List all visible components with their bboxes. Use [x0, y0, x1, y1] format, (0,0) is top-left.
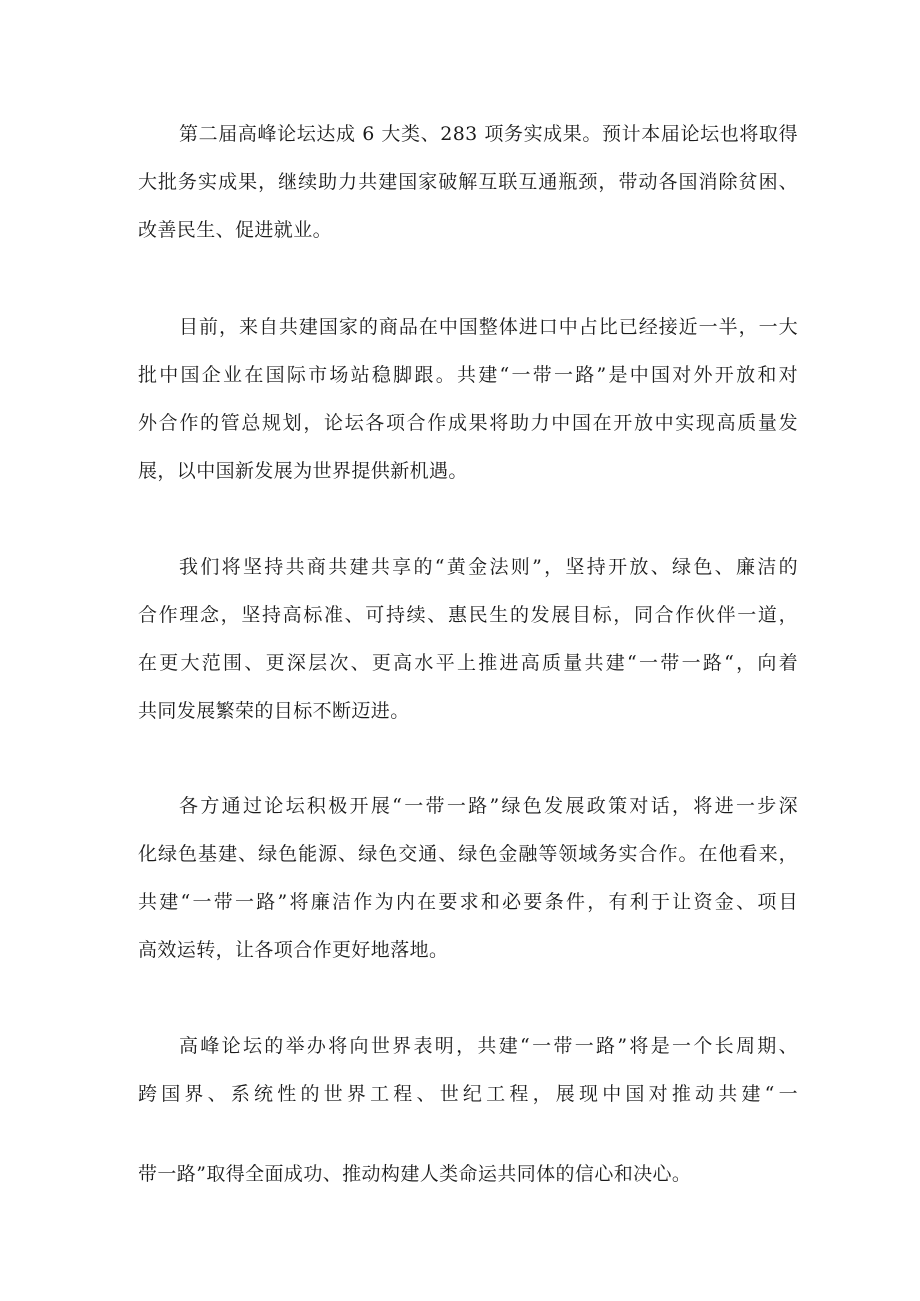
text-line: 我们将坚持共商共建共享的“黄金法则”，坚持开放、绿色、廉洁的 [179, 556, 798, 578]
paragraph-5 [138, 1022, 798, 1118]
text-line: 目前，来自共建国家的商品在中国整体进口中占比已经接近一半，一大 [179, 316, 798, 338]
text-line: 高效运转，让各项合作更好地落地。 [138, 939, 449, 961]
text-line: 改善民生、促进就业。 [138, 219, 333, 241]
paragraph-3 [138, 543, 798, 735]
text-line: 外合作的管总规划，论坛各项合作成果将助力中国在开放中实现高质量发 [138, 412, 798, 434]
text-line: 共同发展繁荣的目标不断迈进。 [138, 700, 410, 722]
paragraph-1 [138, 110, 798, 254]
text-line: 各方通过论坛积极开展“一带一路”绿色发展政策对话，将进一步深 [179, 795, 798, 817]
text-line: 展，以中国新发展为世界提供新机遇。 [138, 460, 468, 482]
text-line: 带一路”取得全面成功、推动构建人类命运共同体的信心和决心。 [138, 1163, 692, 1185]
text-line: 合作理念，坚持高标准、可持续、惠民生的发展目标，同合作伙伴一道， [138, 604, 798, 626]
text-line: 在更大范围、更深层次、更高水平上推进高质量共建“一带一路“，向着 [138, 652, 798, 674]
paragraph-4 [138, 782, 798, 974]
text-line: 高峰论坛的举办将向世界表明，共建“一带一路”将是一个长周期、 [179, 1035, 798, 1057]
text-line: 批中国企业在国际市场站稳脚跟。共建“一带一路”是中国对外开放和对 [138, 364, 798, 386]
text-line: 化绿色基建、绿色能源、绿色交通、绿色金融等领域务实合作。在他看来， [138, 843, 798, 865]
text-line: 跨国界、系统性的世界工程、世纪工程，展现中国对推动共建“一 [138, 1083, 798, 1105]
text-line: 大批务实成果，继续助力共建国家破解互联互通瓶颈，带动各国消除贫困、 [138, 171, 798, 193]
paragraph-6 [138, 1150, 798, 1198]
text-line: 第二届高峰论坛达成 6 大类、283 项务实成果。预计本届论坛也将取得 [179, 123, 798, 145]
paragraph-2 [138, 303, 798, 495]
text-line: 共建“一带一路”将廉洁作为内在要求和必要条件，有利于让资金、项目 [138, 891, 798, 913]
